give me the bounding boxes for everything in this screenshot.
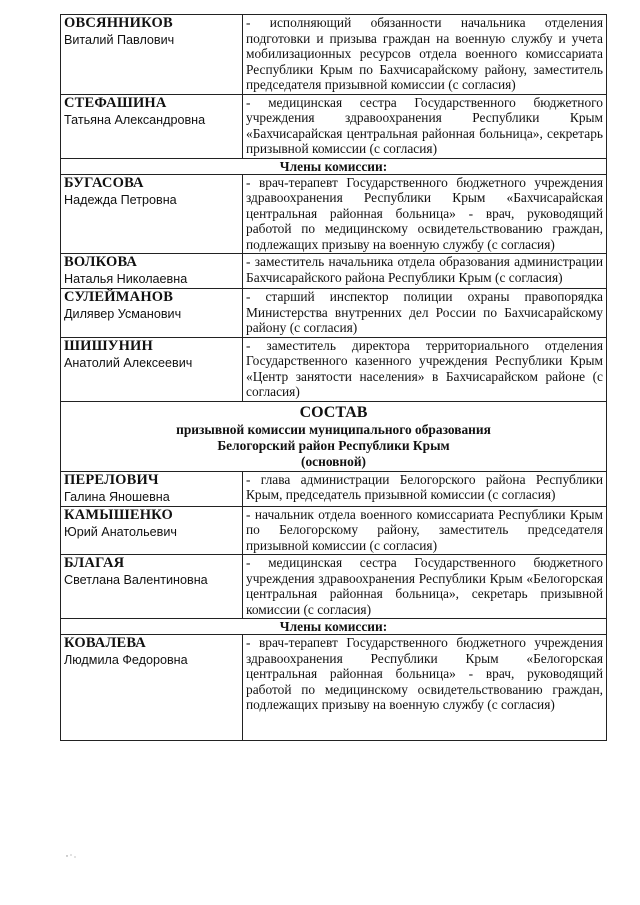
person-role: - врач-терапевт Государственного бюджетного учреждения здравоохранения Республики Крым «Бахчисарайская центральная районная больница» - врач, руководящий работой по медицинскому освидетельствованию граждан, подлежащих призыву на военную службу (с согласия): [243, 174, 607, 254]
heading-line: Белогорский район Республики Крым: [217, 437, 450, 453]
person-name-cell: [61, 635, 243, 741]
table-row: [61, 94, 607, 158]
table-row: [61, 15, 607, 95]
person-given-name: Наталья Николаевна: [64, 272, 188, 286]
commission-document: [60, 14, 607, 741]
person-given-name: Виталий Павлович: [64, 33, 175, 47]
person-surname: КОВАЛЕВА: [64, 635, 146, 651]
person-role: - заместитель директора территориального отделения Государственного казенного учреждения Республики Крым «Центр занятости населения» в Бахчисарайском районе (с согласия): [243, 337, 607, 401]
table-row: [61, 555, 607, 619]
heading-title: СОСТАВ: [299, 403, 368, 421]
person-given-name: Юрий Анатольевич: [64, 524, 177, 539]
heading-line: призывной комиссии муниципального образования: [176, 421, 491, 437]
person-role: - врач-терапевт Государственного бюджетного учреждения здравоохранения Республики Крым «Белогорская центральная районная больница» - врач, руководящий работой по медицинскому освидетельствованию граждан, подлежащих призыву на военную службу (с согласия): [243, 635, 607, 741]
person-surname: ПЕРЕЛОВИЧ: [64, 471, 159, 488]
table-row: [61, 254, 607, 289]
commission-table: [60, 14, 607, 741]
scan-speck-marks: [64, 852, 104, 860]
person-surname: БЛАГАЯ: [64, 555, 125, 571]
person-name-cell: [61, 94, 243, 158]
person-surname: КАМЫШЕНКО: [64, 506, 174, 523]
table-row: [61, 635, 607, 741]
person-name-cell: [61, 506, 243, 555]
person-name-cell: [61, 337, 243, 401]
person-given-name: Дилявер Усманович: [64, 307, 182, 321]
members-label: Члены комиссии:: [61, 619, 607, 635]
members-label: Члены комиссии:: [61, 158, 607, 174]
person-name-cell: [61, 174, 243, 254]
person-role: - исполняющий обязанности начальника отделения подготовки и призыва граждан на военную службу и учета мобилизационных ресурсов отдела военного комиссариата Республики Крым по Бахчисарайскому району, заместитель председателя призывной комиссии (с согласия): [243, 15, 607, 95]
table-row: [61, 289, 607, 338]
section-row: [61, 619, 607, 635]
person-surname: СУЛЕЙМАНОВ: [64, 289, 174, 305]
person-name-cell: [61, 254, 243, 289]
table-row: [61, 471, 607, 506]
person-role: - глава администрации Белогорского района Республики Крым, председатель призывной комиссии (с согласия): [243, 471, 607, 506]
person-surname: ВОЛКОВА: [64, 254, 138, 270]
person-given-name: Татьяна Александровна: [64, 112, 206, 127]
person-role: - медицинская сестра Государственного бюджетного учреждения здравоохранения Республики Крым «Бахчисарайская центральная районная больница», секретарь призывной комиссии (с согласия): [243, 94, 607, 158]
table-row: [61, 174, 607, 254]
person-given-name: Анатолий Алексеевич: [64, 355, 193, 370]
person-surname: БУГАСОВА: [64, 174, 144, 191]
table-row: [61, 337, 607, 401]
section-row: [61, 158, 607, 174]
person-name-cell: [61, 15, 243, 95]
person-name-cell: [61, 289, 243, 338]
composition-heading: [61, 401, 607, 471]
person-name-cell: [61, 471, 243, 506]
person-given-name: Галина Яношевна: [64, 489, 170, 504]
person-given-name: Людмила Федоровна: [64, 653, 188, 667]
person-name-cell: [61, 555, 243, 619]
heading-line: (основной): [301, 453, 366, 469]
person-surname: ШИШУНИН: [64, 337, 154, 354]
person-role: - старший инспектор полиции охраны правопорядка Министерства внутренних дел России по Бахчисарайскому району (с согласия): [243, 289, 607, 338]
person-role: - медицинская сестра Государственного бюджетного учреждения здравоохранения Республики Крым «Белогорская центральная районная больница», секретарь призывной комиссии (с согласия): [243, 555, 607, 619]
person-role: - начальник отдела военного комиссариата Республики Крым по Белогорскому району, заместитель председателя призывной комиссии (с согласия): [243, 506, 607, 555]
heading-row: [61, 401, 607, 471]
person-given-name: Светлана Валентиновна: [64, 573, 208, 587]
person-surname: ОВСЯННИКОВ: [64, 15, 173, 31]
person-role: - заместитель начальника отдела образования администрации Бахчисарайского района Республики Крым (с согласия): [243, 254, 607, 289]
person-given-name: Надежда Петровна: [64, 192, 177, 207]
table-row: [61, 506, 607, 555]
person-surname: СТЕФАШИНА: [64, 94, 167, 111]
